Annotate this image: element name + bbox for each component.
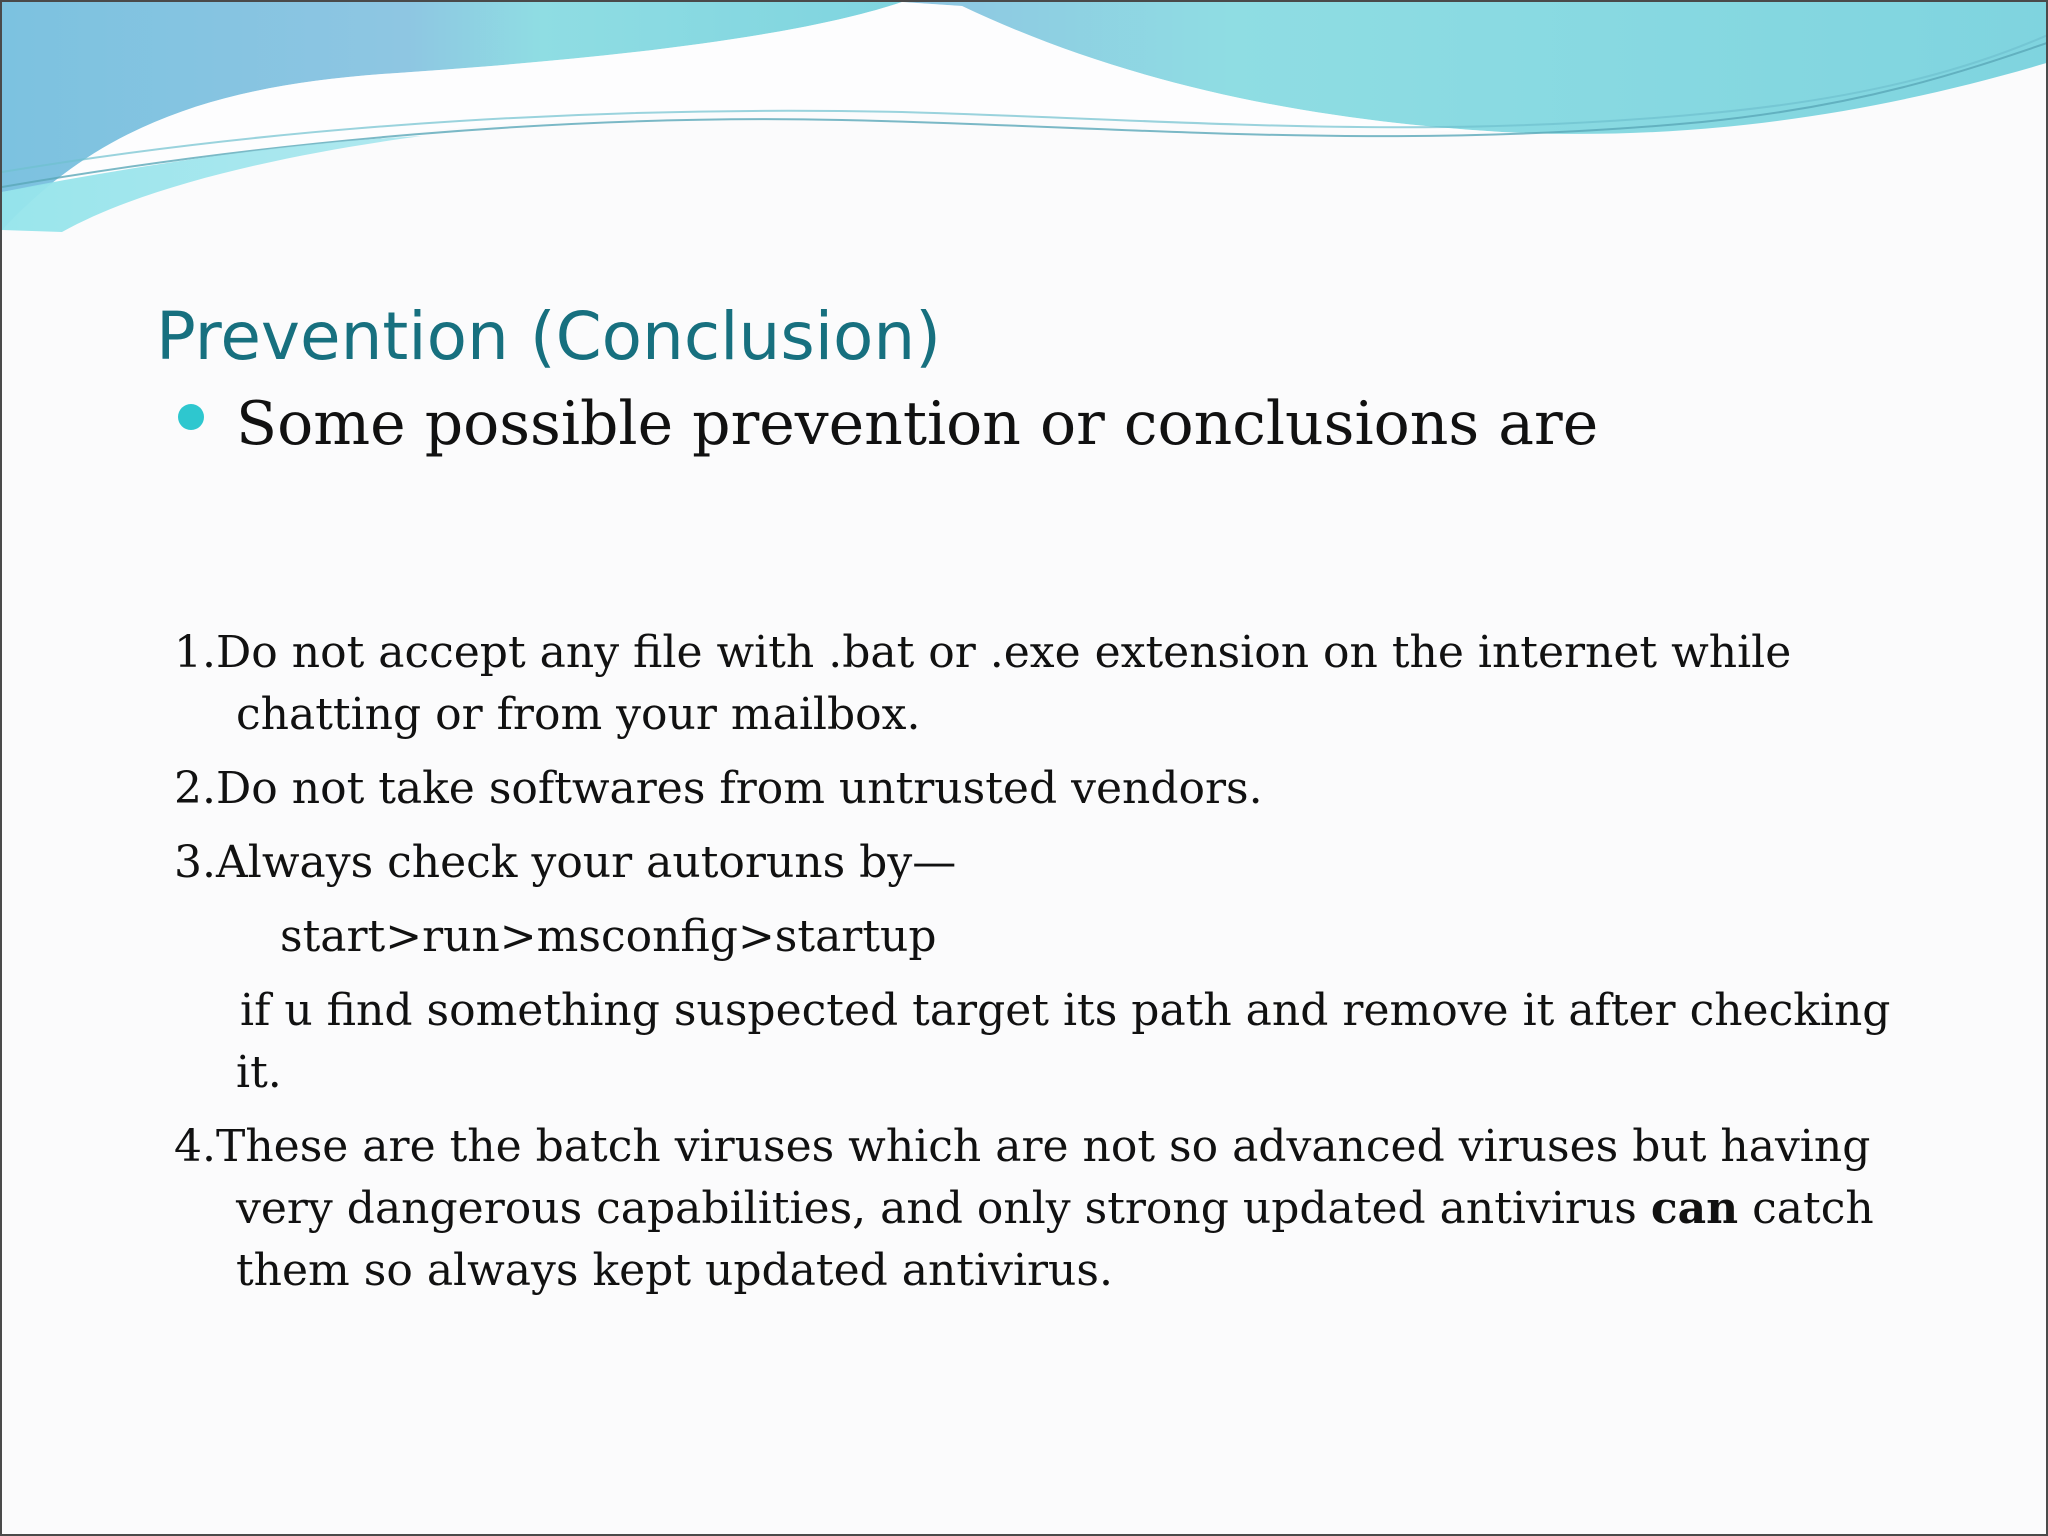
list-item-4: [174, 1116, 1934, 1302]
slide-title: Prevention (Conclusion): [156, 298, 942, 375]
list-item-4-text-end: catch them so always kept updated antivirus.: [236, 1183, 1874, 1296]
list-item-3-command: start>run>msconfig>startup: [280, 911, 937, 962]
list-item-4-bold-word: can: [1650, 1183, 1739, 1234]
list-item-4-text-start: 4.These are the batch viruses which are not so advanced viruses but having very dangerous capabilities, and only strong updated antivirus: [174, 1121, 1871, 1234]
list-item-3-note: if u find something suspected target its path and remove it after checking it.: [236, 985, 1891, 1098]
bullet-text: Some possible prevention or conclusions are: [236, 389, 1599, 459]
header-wave-decoration: [2, 2, 2048, 242]
bullet-dot-icon: [178, 404, 204, 430]
list-item-3: 3.Always check your autoruns by—: [174, 837, 957, 888]
prevention-list: [174, 622, 1934, 1314]
list-item-1: 1.Do not accept any file with .bat or .exe extension on the internet while chatting or from your mailbox.: [174, 627, 1792, 740]
list-item-2: 2.Do not take softwares from untrusted vendors.: [174, 763, 1263, 814]
